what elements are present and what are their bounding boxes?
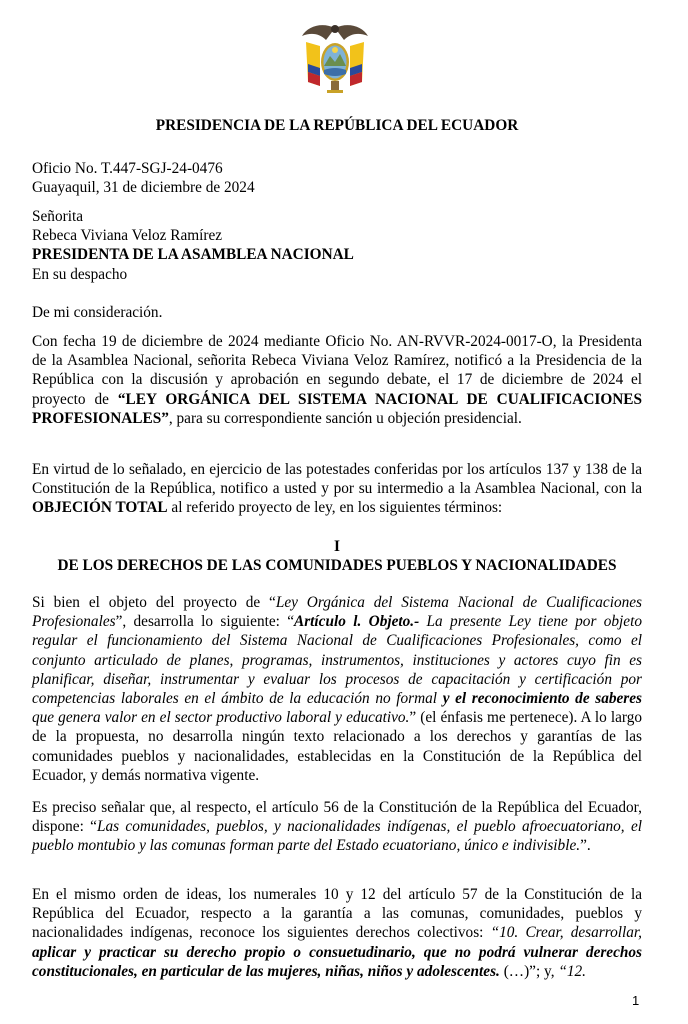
recipient-location: En su despacho [32,265,128,283]
section-heading [32,537,642,575]
law-title: “LEY ORGÁNICA DEL SISTEMA NACIONAL DE CUALIFICACIONES PROFESIONALES” [32,390,643,427]
objection-total: OBJECIÓN TOTAL [32,499,168,517]
section-title: DE LOS DERECHOS DE LAS COMUNIDADES PUEBLOS Y NACIONALIDADES [57,557,617,575]
letter-header [32,159,642,197]
recipient-name: Rebeca Viviana Veloz Ramírez [32,227,223,245]
ecuador-coat-of-arms-icon [300,20,370,98]
section-numeral: I [334,538,340,555]
recipient-role: PRESIDENTA DE LA ASAMBLEA NACIONAL [32,246,354,264]
paragraph-4: Es preciso señalar que, al respecto, el artículo 56 de la Constitución de la República del Ecuador, dispone: “Las comunidades, pueblos, y nacionalidades indígenas, el pueblo afroecuatoriano, el pueblo montubio y las comunas forman parte del Estado ecuatoriano, único e indivisible.”. [32,799,642,855]
recipient-salutation: Señorita [32,208,83,225]
paragraph-1: Con fecha 19 de diciembre de 2024 mediante Oficio No. AN-RVVR-2024-0017-O, la Presidenta de la Asamblea Nacional, señorita Rebeca Viviana Veloz Ramírez, notificó a la Presidencia de la República con la discusión y aprobación en segundo debate, el 17 de diciembre de 2024 el proyecto de “LEY ORGÁNICA DEL SISTEMA NACIONAL DE CUALIFICACIONES PROFESIONALES”, para su correspondiente sanción u objeción presidencial. [32,333,643,427]
page-number: 1 [632,993,640,1008]
paragraph-3: Si bien el objeto del proyecto de “Ley Orgánica del Sistema Nacional de Cualificaciones Profesionales”, desarrolla lo siguiente: “Artículo l. Objeto.- La presente Ley tiene por objeto regular el funcionamiento del Sistema Nacional de Cualificaciones Profesionales, como el conjunto articulado de planes, programas, instrumentos, instituciones y actores cuyo fin es planificar, diseñar, instrumentar y evaluar los procesos de capacitación y certificación por competencias laborales en el ámbito de la educación no formal y el reconocimiento de saberes que genera valor en el sector productivo laboral y educativo.” (el énfasis me pertenece). A lo largo de la propuesta, no desarrolla ningún texto relacionado a los derechos y garantías de las comunidades pueblos y nacionalidades, establecidas en la Constitución de la República del Ecuador, y demás normativa vigente. [32,594,642,784]
oficio-number: Oficio No. T.447-SGJ-24-0476 [32,160,223,177]
institution-title: PRESIDENCIA DE LA REPÚBLICA DEL ECUADOR [155,117,519,134]
greeting: De mi consideración. [32,304,163,321]
place-date: Guayaquil, 31 de diciembre de 2024 [32,179,255,197]
paragraph-2: En virtud de lo señalado, en ejercicio de las potestades conferidas por los artículos 137 y 138 de la Constitución de la República, notifico a usted y por su intermedio a la Asamblea Nacional, con la OBJECIÓN TOTAL al referido proyecto de ley, en los siguientes términos: [32,461,642,517]
article-heading: Artículo l. Objeto.- [294,613,420,631]
paragraph-5: En el mismo orden de ideas, los numerales 10 y 12 del artículo 57 de la Constitución de la República del Ecuador, respecto a la garantía a las comunas, comunidades, pueblos y nacionalidades indígenas, reconoce los siguientes derechos colectivos: “10. Crear, desarrollar, aplicar y practicar su derecho propio o consuetudinario, que no podrá vulnerar derechos constitucionales, en particular de las mujeres, niñas, niños y adolescentes. (…)”; y, “12. [32,886,643,980]
recipient-block [32,207,642,284]
